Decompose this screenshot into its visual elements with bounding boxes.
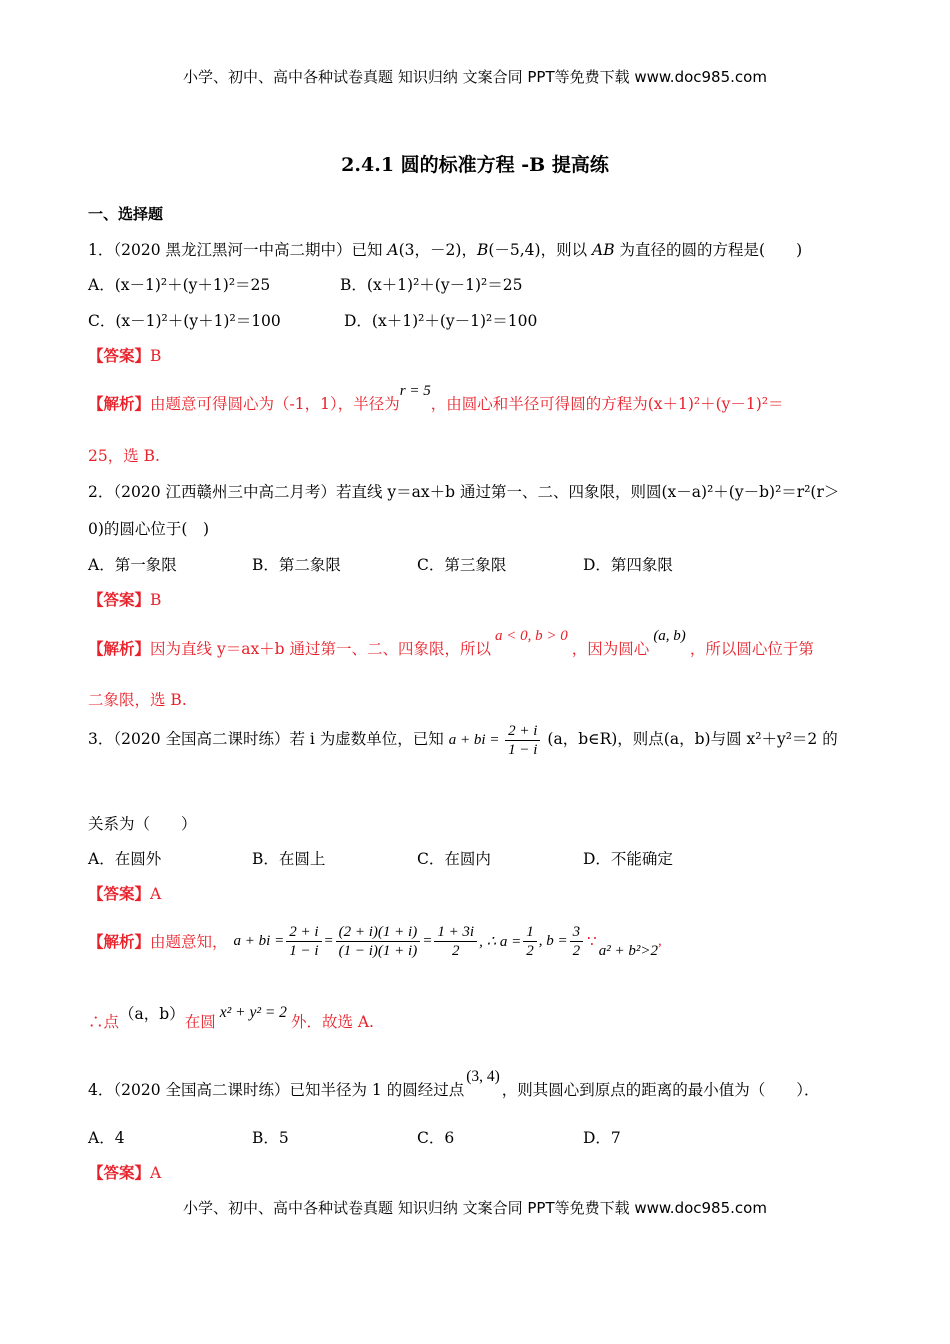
math-given: a + bi = $\frac{2 + i}{1 - i}$ — [449, 722, 543, 759]
question-2-analysis-end: 二象限，选 B. — [88, 691, 187, 709]
question-1-stem: 1．（2020 黑龙江黑河一中高二期中）已知 A(3，－2)，B(－5,4)，则以 AB 为直径的圆的方程是( ) — [88, 241, 803, 259]
math-condition: a < 0, b > 0 — [495, 628, 568, 644]
question-3-option-a: A．在圆外 — [88, 850, 162, 868]
question-4-answer: 【答案】A — [88, 1163, 162, 1182]
question-2-option-c: C．第三象限 — [417, 556, 507, 574]
question-3-option-b: B．在圆上 — [252, 850, 326, 868]
question-1-option-a: A．(x－1)²＋(y＋1)²＝25 — [88, 276, 271, 294]
question-3-stem-line-2: 关系为（ ） — [88, 815, 197, 833]
question-2-stem: 2．（2020 江西赣州三中高二月考）若直线 y＝ax＋b 通过第一、二、四象限，则圆(x－a)²＋(y－b)²＝r²(r＞ — [88, 483, 840, 501]
question-4-stem: 4．（2020 全国高二课时练）已知半径为 1 的圆经过点(3, 4)，则其圆心到原点的距离的最小值为（ ）． — [88, 1068, 820, 1099]
question-1-analysis-end: 25，选 B. — [88, 447, 160, 465]
page-title: 2.4.1 圆的标准方程 -B 提高练 — [341, 154, 609, 176]
math-center: (a, b) — [653, 628, 686, 644]
question-3-answer: 【答案】A — [88, 884, 162, 903]
math-derivation: a + bi = $\frac{2 + i}{1 - i}$ = $\frac{(2 + i)(1 + i)}{(1 - i)(1 + i)}$ = $\frac{1 + 3i}{2}$ , ∴ a = $\frac{1}{2}$ , b = $\frac{3}{2}$ ∵ a² + b²>2 , — [233, 923, 662, 959]
math-point: （a，b） — [119, 1005, 185, 1023]
question-2-analysis: 【解析】因为直线 y＝ax＋b 通过第一、二、四象限，所以a < 0, b > 0，因为圆心(a, b)，所以圆心位于第 — [88, 628, 814, 658]
question-3-stem: 3．（2020 全国高二课时练）若 i 为虚数单位，已知 a + bi = $\frac{2 + i}{1 - i}$ (a，b∈R)，则点(a，b)与圆 x²＋y²＝2 的 — [88, 723, 838, 758]
question-4-option-d: D．7 — [583, 1129, 621, 1147]
page-header: 小学、初中、高中各种试卷真题 知识归纳 文案合同 PPT等免费下载 www.doc985.com — [183, 68, 767, 86]
question-3-option-c: C．在圆内 — [417, 850, 491, 868]
question-4-option-a: A．4 — [88, 1129, 125, 1147]
question-2-option-a: A．第一象限 — [88, 556, 177, 574]
question-2-answer: 【答案】B — [88, 590, 162, 609]
page-footer: 小学、初中、高中各种试卷真题 知识归纳 文案合同 PPT等免费下载 www.doc985.com — [183, 1199, 767, 1217]
question-2-option-b: B．第二象限 — [252, 556, 341, 574]
question-4-option-c: C．6 — [417, 1129, 455, 1147]
question-1-analysis: 【解析】由题意可得圆心为（-1，1），半径为r = 5，由圆心和半径可得圆的方程为(x＋1)²＋(y－1)²＝ — [88, 383, 784, 413]
math-point-4: (3, 4) — [466, 1068, 500, 1085]
question-3-option-d: D．不能确定 — [583, 850, 673, 868]
question-1-answer: 【答案】B — [88, 346, 162, 365]
question-4-option-b: B．5 — [252, 1129, 289, 1147]
question-1-option-c: C．(x－1)²＋(y＋1)²＝100 — [88, 312, 281, 330]
question-2-option-d: D．第四象限 — [583, 556, 673, 574]
question-1-option-d: D．(x＋1)²＋(y－1)²＝100 — [344, 312, 538, 330]
math-circle: x² + y² = 2 — [219, 1004, 287, 1021]
section-heading: 一、选择题 — [88, 205, 164, 223]
math-radius: r = 5 — [399, 383, 431, 399]
question-1-option-b: B．(x＋1)²＋(y－1)²＝25 — [340, 276, 523, 294]
question-3-analysis-end: ∴点（a，b）在圆x² + y² = 2外．故选 A. — [88, 1004, 374, 1031]
question-2-stem-line-2: 0)的圆心位于( ) — [88, 520, 210, 538]
question-3-analysis: 【解析】 由题意知， a + bi = $\frac{2 + i}{1 - i}$ = $\frac{(2 + i)(1 + i)}{(1 - i)(1 + i)}$ = $\frac{1 + 3i}{2}$ , ∴ a = $\frac{1}{2}$ , b = $\frac{3}{2}$ ∵ a² + b²>2 , — [88, 923, 662, 959]
